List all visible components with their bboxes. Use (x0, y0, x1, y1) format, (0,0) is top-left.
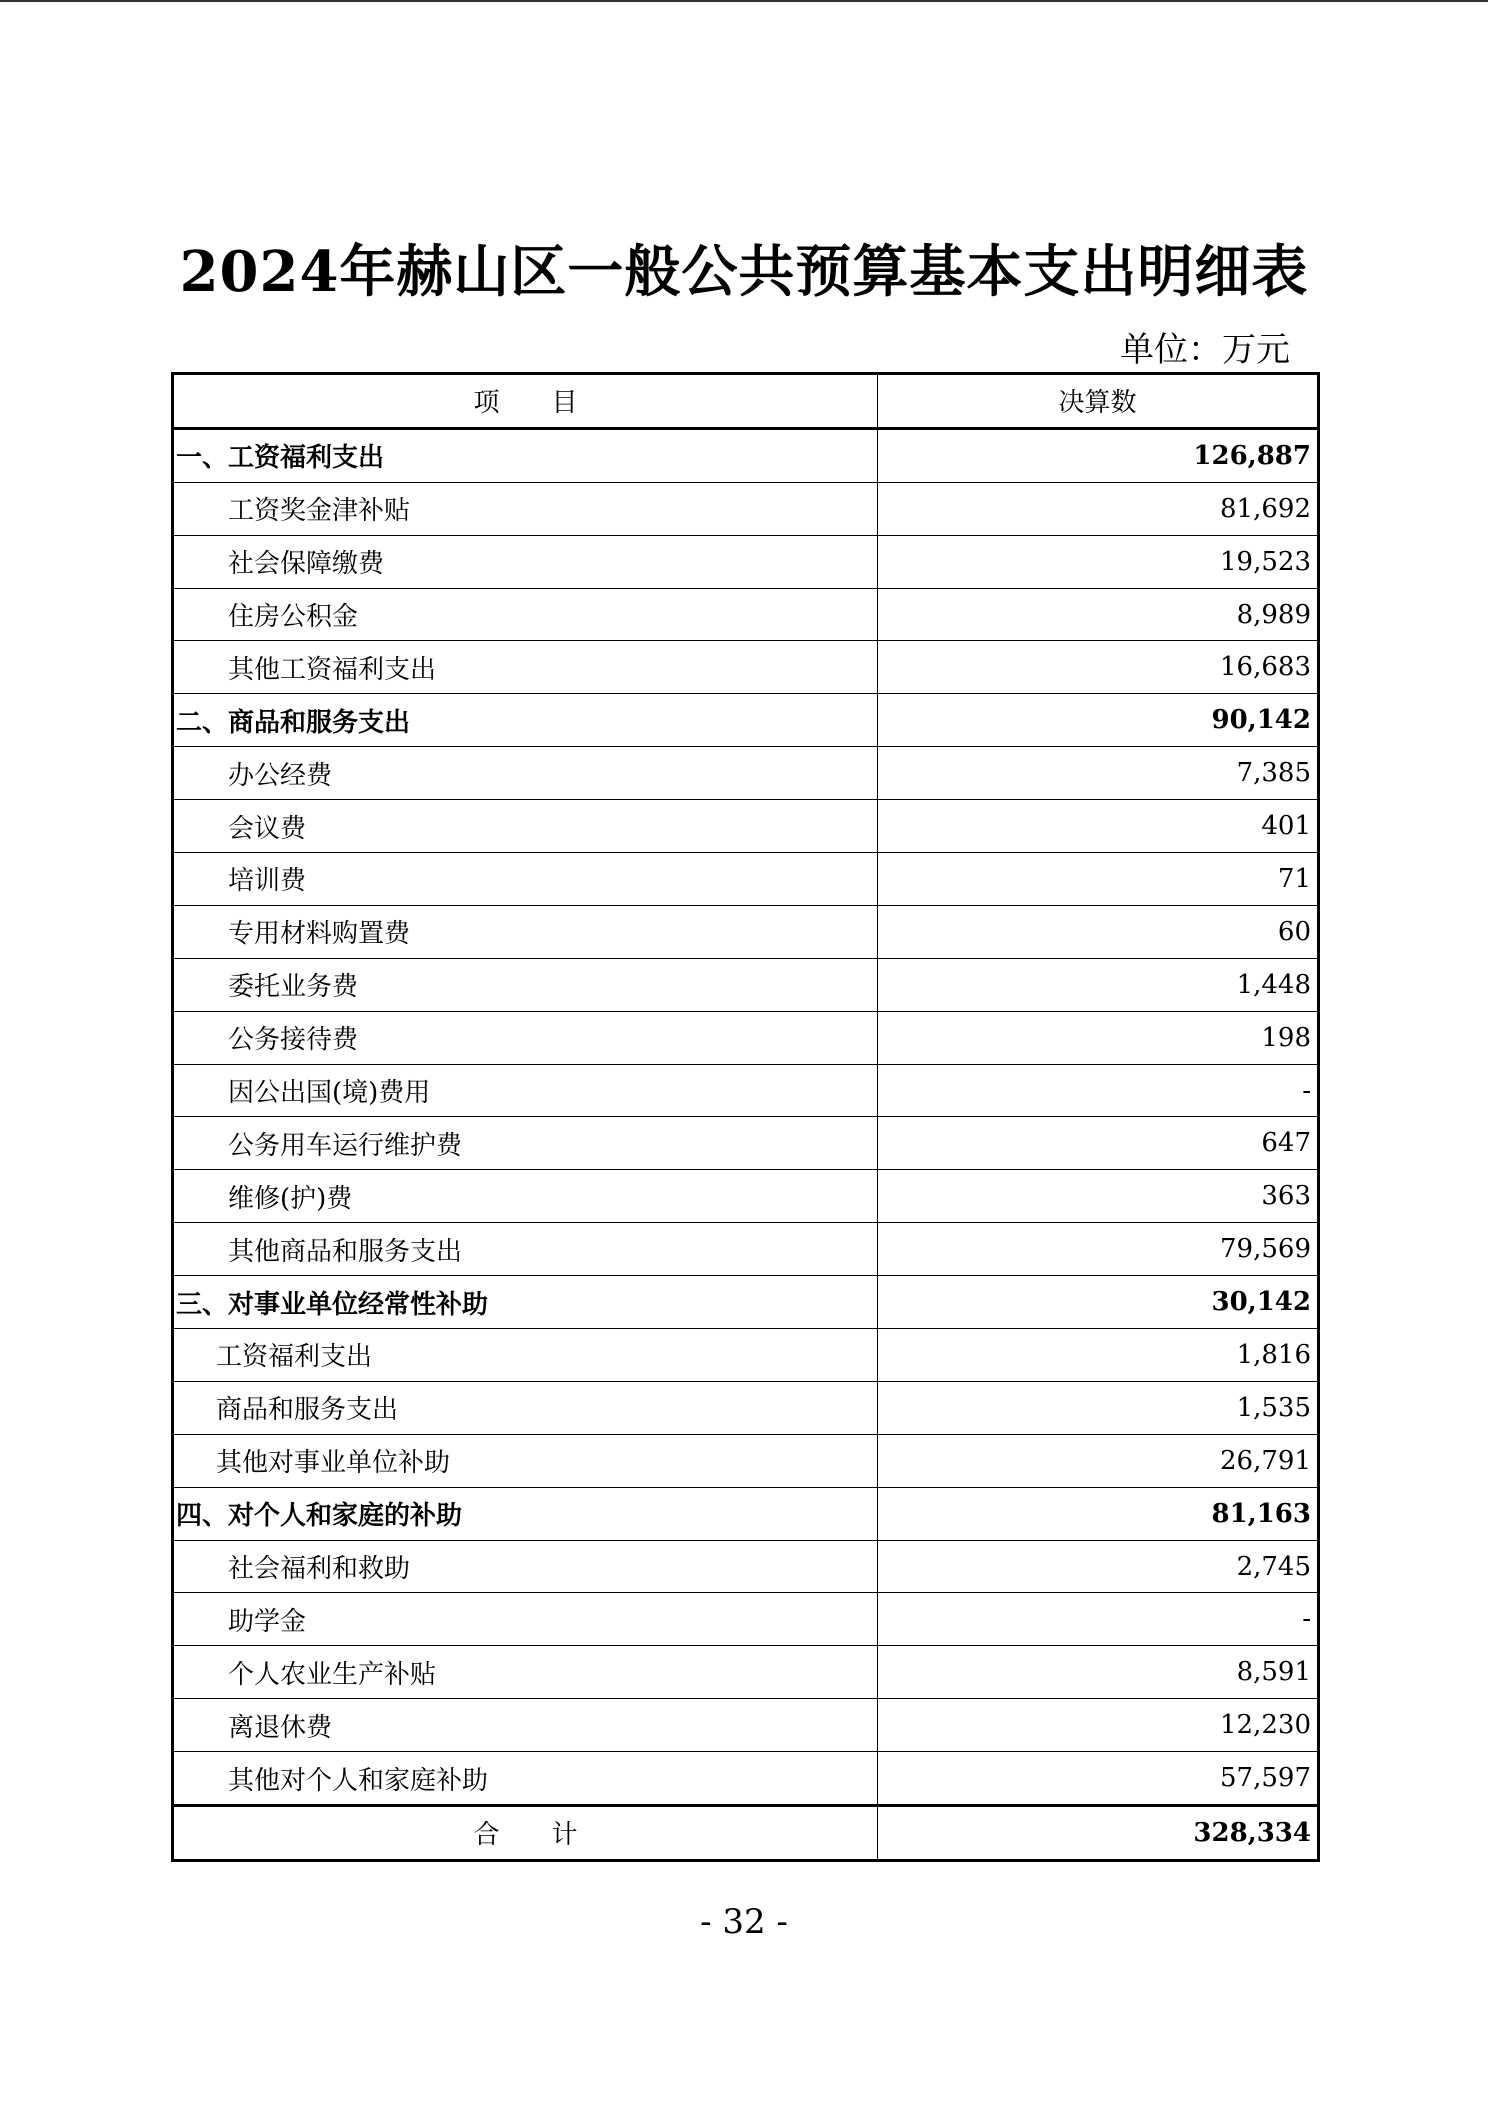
table-row (173, 535, 1319, 588)
row-value: 1,816 (878, 1329, 1319, 1382)
row-label: 一、工资福利支出 (173, 428, 878, 482)
row-value: 71 (878, 853, 1319, 906)
row-value: 8,591 (878, 1646, 1319, 1699)
row-label: 商品和服务支出 (173, 1381, 878, 1434)
category-row (173, 1487, 1319, 1540)
table-row (173, 1170, 1319, 1223)
row-value: 2,745 (878, 1540, 1319, 1593)
table-row (173, 1223, 1319, 1276)
header-item: 项 目 (173, 374, 878, 429)
row-value: 57,597 (878, 1752, 1319, 1806)
table-header-row (173, 374, 1319, 429)
total-value: 328,334 (878, 1806, 1319, 1861)
row-value: 8,989 (878, 588, 1319, 641)
row-label: 工资福利支出 (173, 1329, 878, 1382)
row-value: - (878, 1593, 1319, 1646)
row-label: 委托业务费 (173, 958, 878, 1011)
row-label: 因公出国(境)费用 (173, 1064, 878, 1117)
row-value: 647 (878, 1117, 1319, 1170)
row-label: 专用材料购置费 (173, 905, 878, 958)
row-label: 其他对个人和家庭补助 (173, 1752, 878, 1806)
table-row (173, 641, 1319, 694)
row-value: 30,142 (878, 1276, 1319, 1329)
row-value: 12,230 (878, 1699, 1319, 1752)
row-label: 办公经费 (173, 747, 878, 800)
row-value: 19,523 (878, 535, 1319, 588)
table-row (173, 1752, 1319, 1806)
table-row (173, 1540, 1319, 1593)
row-value: 198 (878, 1011, 1319, 1064)
category-row (173, 428, 1319, 482)
row-value: 401 (878, 800, 1319, 853)
table-body (173, 428, 1319, 1805)
row-value: 16,683 (878, 641, 1319, 694)
header-amount: 决算数 (878, 374, 1319, 429)
row-label: 其他工资福利支出 (173, 641, 878, 694)
row-label: 维修(护)费 (173, 1170, 878, 1223)
total-row (173, 1806, 1319, 1861)
row-value: 126,887 (878, 428, 1319, 482)
row-value: 60 (878, 905, 1319, 958)
row-value: 81,163 (878, 1487, 1319, 1540)
row-label: 住房公积金 (173, 588, 878, 641)
row-label: 培训费 (173, 853, 878, 906)
row-label: 离退休费 (173, 1699, 878, 1752)
row-label: 工资奖金津补贴 (173, 482, 878, 535)
table-row (173, 958, 1319, 1011)
row-label: 四、对个人和家庭的补助 (173, 1487, 878, 1540)
row-label: 其他对事业单位补助 (173, 1434, 878, 1487)
table-row (173, 905, 1319, 958)
row-value: 26,791 (878, 1434, 1319, 1487)
row-value: 7,385 (878, 747, 1319, 800)
page-number: - 32 - (700, 1902, 788, 1942)
row-value: 363 (878, 1170, 1319, 1223)
row-value: - (878, 1064, 1319, 1117)
category-row (173, 1276, 1319, 1329)
row-label: 二、商品和服务支出 (173, 694, 878, 747)
row-value: 81,692 (878, 482, 1319, 535)
total-label: 合 计 (173, 1806, 878, 1861)
table-row (173, 800, 1319, 853)
row-label: 助学金 (173, 1593, 878, 1646)
page-top-border (0, 0, 1488, 2)
row-label: 社会福利和救助 (173, 1540, 878, 1593)
budget-table (171, 372, 1320, 1862)
table-row (173, 1064, 1319, 1117)
row-label: 公务用车运行维护费 (173, 1117, 878, 1170)
table-row (173, 1329, 1319, 1382)
row-label: 其他商品和服务支出 (173, 1223, 878, 1276)
row-label: 三、对事业单位经常性补助 (173, 1276, 878, 1329)
table-row (173, 1593, 1319, 1646)
row-label: 公务接待费 (173, 1011, 878, 1064)
table-row (173, 1434, 1319, 1487)
table-row (173, 747, 1319, 800)
table-row (173, 1699, 1319, 1752)
table-row (173, 588, 1319, 641)
table-row (173, 1381, 1319, 1434)
table-row (173, 1011, 1319, 1064)
category-row (173, 694, 1319, 747)
row-label: 会议费 (173, 800, 878, 853)
row-label: 社会保障缴费 (173, 535, 878, 588)
table-row (173, 1117, 1319, 1170)
row-value: 79,569 (878, 1223, 1319, 1276)
page-title: 2024年赫山区一般公共预算基本支出明细表 (179, 239, 1309, 305)
row-value: 1,535 (878, 1381, 1319, 1434)
table-row (173, 1646, 1319, 1699)
row-value: 1,448 (878, 958, 1319, 1011)
table-row (173, 482, 1319, 535)
row-label: 个人农业生产补贴 (173, 1646, 878, 1699)
row-value: 90,142 (878, 694, 1319, 747)
unit-label: 单位：万元 (1120, 330, 1290, 370)
table-row (173, 853, 1319, 906)
